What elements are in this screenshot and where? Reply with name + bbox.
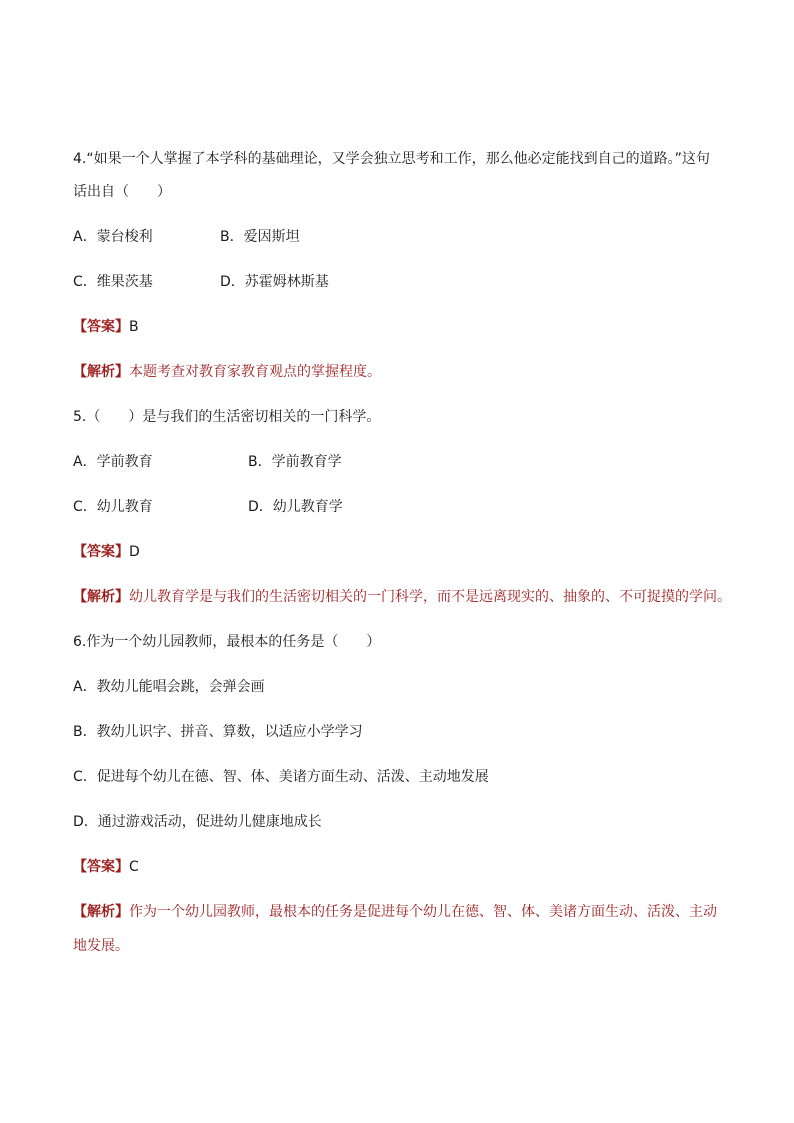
question-4-option-b: B．爱因斯坦 [220, 229, 300, 245]
question-4-stem-line1: 4.“如果一个人掌握了本学科的基础理论，又学会独立思考和工作，那么他必定能找到自己的道路。”这句 [73, 151, 710, 167]
question-5-stem: 5.（ ）是与我们的生活密切相关的一门科学。 [73, 409, 381, 425]
question-6-analysis [73, 895, 723, 963]
answer-value: B [129, 319, 139, 335]
question-5-option-a: A．学前教育 [73, 454, 153, 470]
question-4-analysis [73, 362, 381, 382]
question-4-answer [73, 317, 139, 337]
question-4-option-c: C．维果茨基 [73, 274, 153, 290]
answer-value: D [129, 544, 140, 560]
question-5-option-c: C．幼儿教育 [73, 499, 153, 515]
question-6-option-a: A．教幼儿能唱会跳，会弹会画 [73, 679, 265, 695]
answer-tag: 【答案】 [73, 859, 129, 875]
answer-value: C [129, 859, 139, 875]
question-6-stem: 6.作为一个幼儿园教师，最根本的任务是（ ） [73, 634, 381, 650]
question-4-option-a: A．蒙台梭利 [73, 229, 153, 245]
analysis-tag: 【解析】 [73, 364, 129, 380]
question-6-option-b: B．教幼儿识字、拼音、算数，以适应小学学习 [73, 724, 363, 740]
answer-tag: 【答案】 [73, 544, 129, 560]
question-5-option-d: D．幼儿教育学 [248, 499, 343, 515]
analysis-text: 本题考查对教育家教育观点的掌握程度。 [129, 364, 381, 380]
question-6-option-c: C．促进每个幼儿在德、智、体、美诸方面生动、活泼、主动地发展 [73, 769, 489, 785]
question-5-analysis [73, 587, 731, 607]
analysis-text: 作为一个幼儿园教师，最根本的任务是促进每个幼儿在德、智、体、美诸方面生动、活泼、主动地发展。 [73, 904, 717, 954]
answer-tag: 【答案】 [73, 319, 129, 335]
question-4-stem-line2: 话出自（ ） [73, 184, 171, 200]
question-6-option-d: D．通过游戏活动，促进幼儿健康地成长 [73, 814, 322, 830]
question-4-option-d: D．苏霍姆林斯基 [220, 274, 329, 290]
analysis-tag: 【解析】 [73, 589, 129, 605]
question-5-option-b: B．学前教育学 [248, 454, 342, 470]
question-5-answer [73, 542, 140, 562]
analysis-tag: 【解析】 [73, 904, 129, 920]
question-6-answer [73, 857, 139, 877]
analysis-text: 幼儿教育学是与我们的生活密切相关的一门科学，而不是远离现实的、抽象的、不可捉摸的学问。 [129, 589, 731, 605]
